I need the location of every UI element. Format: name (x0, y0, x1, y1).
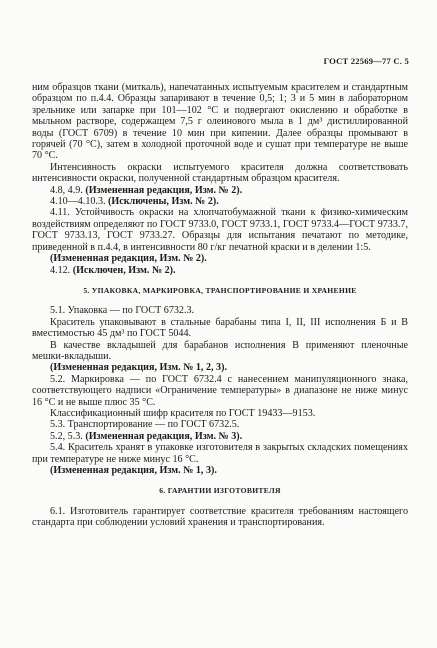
paragraph: ним образцов ткани (миткаль), напечатанных испытуемым красителем и стандартным образцом по п.4.4. Образцы запаривают в течение 0,5; 1; 3 и 5 мин в лабораторном зрельнике или запарке при 101—102 °С и подвергают окислению и обработке в мыльном растворе, содержащем 7,5 г олеинового мыла в 1 дм³ дистиллированной воды (ГОСТ 6709) в течение 10 мин при кипении. Далее образцы промывают в горячей (70 °С), затем в холодной проточной воде и сушат при температуре не выше 70 °С. (32, 82, 408, 162)
amendment-note: (Измененная редакция, Изм. № 1, 2, 3). (50, 362, 227, 374)
clause-number: 4.12. (50, 264, 71, 276)
paragraph: В качестве вкладышей для барабанов исполнения В применяют пленочные мешки-вкладыши. (32, 339, 408, 362)
amendment-note: (Измененная редакция, Изм. № 2). (50, 253, 207, 265)
paragraph: 4.11. Устойчивость окраски на хлопчатобумажной ткани к физико-химическим воздействиям определяют по ГОСТ 9733.0, ГОСТ 9733.1, ГОСТ 9733.4—ГОСТ 9733.7, ГОСТ 9733.13, ГОСТ 9733.27. Образцы для испытания печатают по методике, приведенной в п.4.4, в интенсивности 80 г/кг печатной краски и в делении 1:5. (32, 207, 408, 253)
page-header: ГОСТ 22569—77 С. 5 (323, 56, 409, 66)
clause-number: 4.10—4.10.3. (50, 196, 106, 208)
clause-number: 4.8, 4.9. (50, 184, 83, 196)
amendment-note (32, 431, 408, 442)
paragraph: 5.1. Упаковка — по ГОСТ 6732.3. (50, 305, 195, 317)
amendment-text: (Исключен, Изм. № 2). (72, 264, 176, 276)
document-body (32, 82, 408, 529)
amendment-text: (Измененная редакция, Изм. № 3). (85, 430, 243, 442)
paragraph: 6.1. Изготовитель гарантирует соответствие красителя требованиям настоящего стандарта при соблюдении условий хранения и транспортирования. (32, 505, 408, 529)
section-heading-5: 5. УПАКОВКА, МАРКИРОВКА, ТРАНСПОРТИРОВАНИЕ И ХРАНЕНИЕ (83, 285, 357, 295)
amendment-text: (Исключены, Изм. № 2). (108, 196, 219, 208)
paragraph: 5.3. Транспортирование — по ГОСТ 6732.5. (50, 419, 240, 431)
amendment-note: (Измененная редакция, Изм. № 1, 3). (50, 465, 217, 476)
paragraph: 5.4. Краситель хранят в упаковке изготовителя в закрытых складских помещениях при температуре не ниже минус 16 °С. (32, 442, 408, 465)
amendment-note (32, 185, 408, 196)
section-heading-6: 6. ГАРАНТИИ ИЗГОТОВИТЕЛЯ (159, 486, 281, 496)
clause-number: 5.2, 5.3. (50, 430, 83, 442)
amendment-note (32, 196, 408, 207)
paragraph: Краситель упаковывают в стальные барабаны типа I, II, III исполнения Б и В вместимостью 45 дм³ по ГОСТ 5044. (32, 316, 408, 340)
paragraph: Интенсивность окраски испытуемого красителя должна соответствовать интенсивности окраски, полученной стандартным образцом красителя. (32, 161, 408, 185)
amendment-note (32, 265, 408, 276)
paragraph: Классификационный шифр красителя по ГОСТ 19433—9153. (50, 407, 316, 419)
amendment-text: (Измененная редакция, Изм. № 2). (85, 184, 243, 196)
paragraph: 5.2. Маркировка — по ГОСТ 6732.4 с нанесением манипуляционного знака, соответствующего надписи «Ограничение температуры» в диапазоне не ниже минус 16 °С и не выше плюс 35 °С. (32, 373, 408, 408)
